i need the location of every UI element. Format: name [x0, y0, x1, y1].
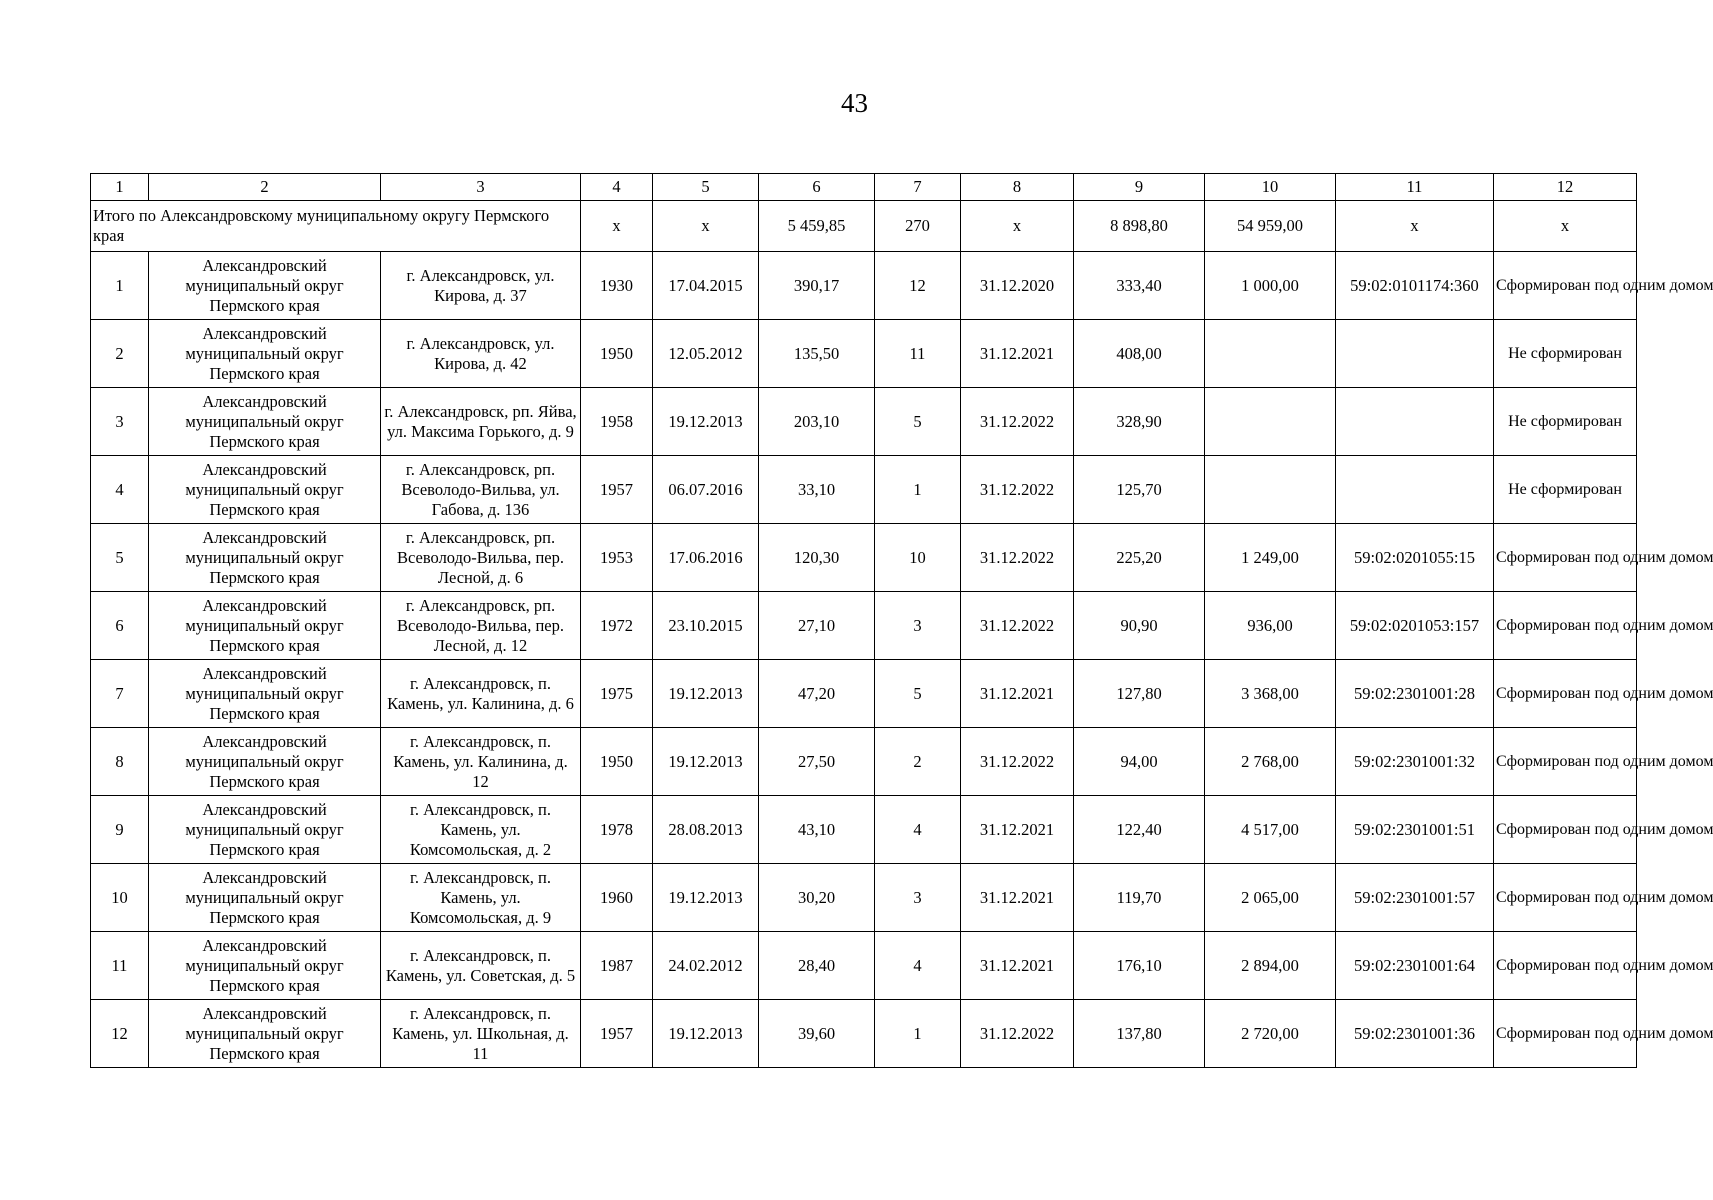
- recognition-date: 17.06.2016: [653, 524, 759, 592]
- row-number: 5: [91, 524, 149, 592]
- land-status: Сформирован под одним домом: [1494, 1000, 1637, 1068]
- district-name: Александровский муниципальный округ Пермского края: [149, 728, 381, 796]
- house-address: г. Александровск, ул. Кирова, д. 42: [381, 320, 581, 388]
- cadastral-number: 59:02:0201053:157: [1336, 592, 1494, 660]
- house-address: г. Александровск, рп. Всеволодо-Вильва, ул. Габова, д. 136: [381, 456, 581, 524]
- house-address: г. Александровск, рп. Всеволодо-Вильва, пер. Лесной, д. 12: [381, 592, 581, 660]
- recognition-date: 19.12.2013: [653, 864, 759, 932]
- build-year: 1978: [581, 796, 653, 864]
- house-address: г. Александровск, п. Камень, ул. Комсомольская, д. 9: [381, 864, 581, 932]
- total-cell: х: [1336, 201, 1494, 252]
- district-name: Александровский муниципальный округ Пермского края: [149, 388, 381, 456]
- cadastral-number: 59:02:2301001:36: [1336, 1000, 1494, 1068]
- land-status: Сформирован под одним домом: [1494, 932, 1637, 1000]
- cadastral-number: 59:02:2301001:32: [1336, 728, 1494, 796]
- resettlement-deadline: 31.12.2022: [961, 524, 1074, 592]
- land-area: [1205, 320, 1336, 388]
- row-number: 8: [91, 728, 149, 796]
- living-area: 137,80: [1074, 1000, 1205, 1068]
- recognition-date: 23.10.2015: [653, 592, 759, 660]
- column-number: 10: [1205, 174, 1336, 201]
- cadastral-number: 59:02:2301001:64: [1336, 932, 1494, 1000]
- housing-registry-table: [90, 173, 1713, 1068]
- emergency-area: 27,10: [759, 592, 875, 660]
- district-name: Александровский муниципальный округ Пермского края: [149, 864, 381, 932]
- land-area: 3 368,00: [1205, 660, 1336, 728]
- table-row: [91, 388, 1637, 456]
- district-name: Александровский муниципальный округ Пермского края: [149, 796, 381, 864]
- recognition-date: 19.12.2013: [653, 660, 759, 728]
- emergency-area: 43,10: [759, 796, 875, 864]
- emergency-area: 120,30: [759, 524, 875, 592]
- row-number: 3: [91, 388, 149, 456]
- column-number: 3: [381, 174, 581, 201]
- row-number: 9: [91, 796, 149, 864]
- row-number: 12: [91, 1000, 149, 1068]
- column-number: 11: [1336, 174, 1494, 201]
- build-year: 1957: [581, 1000, 653, 1068]
- resettlement-deadline: 31.12.2022: [961, 1000, 1074, 1068]
- column-number: 12: [1494, 174, 1637, 201]
- table-row: [91, 796, 1637, 864]
- residents-count: 11: [875, 320, 961, 388]
- land-area: [1205, 456, 1336, 524]
- column-number: 6: [759, 174, 875, 201]
- table-row: [91, 320, 1637, 388]
- total-cell: х: [961, 201, 1074, 252]
- emergency-area: 33,10: [759, 456, 875, 524]
- column-number: 7: [875, 174, 961, 201]
- cadastral-number: [1336, 456, 1494, 524]
- recognition-date: 19.12.2013: [653, 728, 759, 796]
- house-address: г. Александровск, п. Камень, ул. Калинина, д. 6: [381, 660, 581, 728]
- cadastral-number: [1336, 388, 1494, 456]
- recognition-date: 19.12.2013: [653, 388, 759, 456]
- resettlement-deadline: 31.12.2022: [961, 728, 1074, 796]
- residents-count: 12: [875, 252, 961, 320]
- table-row: [91, 592, 1637, 660]
- house-address: г. Александровск, рп. Яйва, ул. Максима Горького, д. 9: [381, 388, 581, 456]
- table-row: [91, 252, 1637, 320]
- emergency-area: 30,20: [759, 864, 875, 932]
- land-status: Не сформирован: [1494, 456, 1637, 524]
- land-area: 4 517,00: [1205, 796, 1336, 864]
- resettlement-deadline: 31.12.2021: [961, 320, 1074, 388]
- residents-count: 5: [875, 388, 961, 456]
- recognition-date: 24.02.2012: [653, 932, 759, 1000]
- district-name: Александровский муниципальный округ Пермского края: [149, 524, 381, 592]
- build-year: 1957: [581, 456, 653, 524]
- row-number: 7: [91, 660, 149, 728]
- land-area: 2 894,00: [1205, 932, 1336, 1000]
- recognition-date: 12.05.2012: [653, 320, 759, 388]
- living-area: 94,00: [1074, 728, 1205, 796]
- district-name: Александровский муниципальный округ Пермского края: [149, 592, 381, 660]
- table-row: [91, 728, 1637, 796]
- land-area: 2 720,00: [1205, 1000, 1336, 1068]
- resettlement-deadline: 31.12.2022: [961, 388, 1074, 456]
- recognition-date: 06.07.2016: [653, 456, 759, 524]
- table-row: [91, 864, 1637, 932]
- cadastral-number: 59:02:2301001:57: [1336, 864, 1494, 932]
- residents-count: 4: [875, 796, 961, 864]
- cadastral-number: 59:02:0101174:360: [1336, 252, 1494, 320]
- table-row: [91, 932, 1637, 1000]
- district-name: Александровский муниципальный округ Пермского края: [149, 456, 381, 524]
- build-year: 1987: [581, 932, 653, 1000]
- cadastral-number: 59:02:2301001:28: [1336, 660, 1494, 728]
- column-number: 2: [149, 174, 381, 201]
- house-address: г. Александровск, ул. Кирова, д. 37: [381, 252, 581, 320]
- cadastral-number: 59:02:2301001:51: [1336, 796, 1494, 864]
- emergency-area: 135,50: [759, 320, 875, 388]
- living-area: 176,10: [1074, 932, 1205, 1000]
- build-year: 1975: [581, 660, 653, 728]
- land-status: Не сформирован: [1494, 388, 1637, 456]
- row-number: 6: [91, 592, 149, 660]
- emergency-area: 28,40: [759, 932, 875, 1000]
- column-number: 9: [1074, 174, 1205, 201]
- resettlement-deadline: 31.12.2021: [961, 932, 1074, 1000]
- district-name: Александровский муниципальный округ Пермского края: [149, 1000, 381, 1068]
- build-year: 1930: [581, 252, 653, 320]
- resettlement-deadline: 31.12.2020: [961, 252, 1074, 320]
- page-number: 43: [841, 88, 868, 118]
- land-area: 1 249,00: [1205, 524, 1336, 592]
- recognition-date: 28.08.2013: [653, 796, 759, 864]
- residents-count: 1: [875, 456, 961, 524]
- district-name: Александровский муниципальный округ Пермского края: [149, 320, 381, 388]
- land-status: Сформирован под одним домом: [1494, 796, 1637, 864]
- house-address: г. Александровск, п. Камень, ул. Советская, д. 5: [381, 932, 581, 1000]
- house-address: г. Александровск, рп. Всеволодо-Вильва, пер. Лесной, д. 6: [381, 524, 581, 592]
- district-name: Александровский муниципальный округ Пермского края: [149, 932, 381, 1000]
- row-number: 11: [91, 932, 149, 1000]
- living-area: 90,90: [1074, 592, 1205, 660]
- row-number: 1: [91, 252, 149, 320]
- total-area: 5 459,85: [759, 201, 875, 252]
- residents-count: 2: [875, 728, 961, 796]
- resettlement-deadline: 31.12.2022: [961, 456, 1074, 524]
- column-number: 8: [961, 174, 1074, 201]
- land-area: 1 000,00: [1205, 252, 1336, 320]
- total-cell: х: [1494, 201, 1637, 252]
- living-area: 333,40: [1074, 252, 1205, 320]
- table-row: [91, 1000, 1637, 1068]
- living-area: 122,40: [1074, 796, 1205, 864]
- house-address: г. Александровск, п. Камень, ул. Калинина, д. 12: [381, 728, 581, 796]
- resettlement-deadline: 31.12.2022: [961, 592, 1074, 660]
- row-number: 2: [91, 320, 149, 388]
- total-living-area: 8 898,80: [1074, 201, 1205, 252]
- row-number: 10: [91, 864, 149, 932]
- emergency-area: 39,60: [759, 1000, 875, 1068]
- total-label: Итого по Александровскому муниципальному округу Пермского края: [91, 201, 581, 252]
- column-number: 4: [581, 174, 653, 201]
- house-address: г. Александровск, п. Камень, ул. Комсомольская, д. 2: [381, 796, 581, 864]
- land-area: 2 768,00: [1205, 728, 1336, 796]
- emergency-area: 203,10: [759, 388, 875, 456]
- emergency-area: 47,20: [759, 660, 875, 728]
- emergency-area: 27,50: [759, 728, 875, 796]
- table-row: [91, 524, 1637, 592]
- total-residents: 270: [875, 201, 961, 252]
- land-status: Не сформирован: [1494, 320, 1637, 388]
- residents-count: 5: [875, 660, 961, 728]
- residents-count: 4: [875, 932, 961, 1000]
- residents-count: 10: [875, 524, 961, 592]
- resettlement-deadline: 31.12.2021: [961, 660, 1074, 728]
- land-area: 936,00: [1205, 592, 1336, 660]
- land-status: Сформирован под одним домом: [1494, 524, 1637, 592]
- living-area: 119,70: [1074, 864, 1205, 932]
- living-area: 408,00: [1074, 320, 1205, 388]
- table-row: [91, 660, 1637, 728]
- land-status: Сформирован под одним домом: [1494, 252, 1637, 320]
- build-year: 1950: [581, 320, 653, 388]
- column-number-row: [91, 174, 1637, 201]
- cadastral-number: 59:02:0201055:15: [1336, 524, 1494, 592]
- residents-count: 3: [875, 864, 961, 932]
- build-year: 1960: [581, 864, 653, 932]
- land-area: 2 065,00: [1205, 864, 1336, 932]
- residents-count: 1: [875, 1000, 961, 1068]
- build-year: 1953: [581, 524, 653, 592]
- residents-count: 3: [875, 592, 961, 660]
- build-year: 1958: [581, 388, 653, 456]
- build-year: 1950: [581, 728, 653, 796]
- house-address: г. Александровск, п. Камень, ул. Школьная, д. 11: [381, 1000, 581, 1068]
- living-area: 225,20: [1074, 524, 1205, 592]
- total-land-area: 54 959,00: [1205, 201, 1336, 252]
- land-status: Сформирован под одним домом: [1494, 592, 1637, 660]
- cadastral-number: [1336, 320, 1494, 388]
- living-area: 328,90: [1074, 388, 1205, 456]
- district-name: Александровский муниципальный округ Пермского края: [149, 660, 381, 728]
- land-area: [1205, 388, 1336, 456]
- land-status: Сформирован под одним домом: [1494, 660, 1637, 728]
- living-area: 127,80: [1074, 660, 1205, 728]
- land-status: Сформирован под одним домом: [1494, 728, 1637, 796]
- total-cell: х: [581, 201, 653, 252]
- land-status: Сформирован под одним домом: [1494, 864, 1637, 932]
- recognition-date: 19.12.2013: [653, 1000, 759, 1068]
- row-number: 4: [91, 456, 149, 524]
- resettlement-deadline: 31.12.2021: [961, 864, 1074, 932]
- living-area: 125,70: [1074, 456, 1205, 524]
- column-number: 5: [653, 174, 759, 201]
- district-name: Александровский муниципальный округ Пермского края: [149, 252, 381, 320]
- emergency-area: 390,17: [759, 252, 875, 320]
- recognition-date: 17.04.2015: [653, 252, 759, 320]
- total-row: [91, 201, 1637, 252]
- table-row: [91, 456, 1637, 524]
- build-year: 1972: [581, 592, 653, 660]
- total-cell: х: [653, 201, 759, 252]
- resettlement-deadline: 31.12.2021: [961, 796, 1074, 864]
- column-number: 1: [91, 174, 149, 201]
